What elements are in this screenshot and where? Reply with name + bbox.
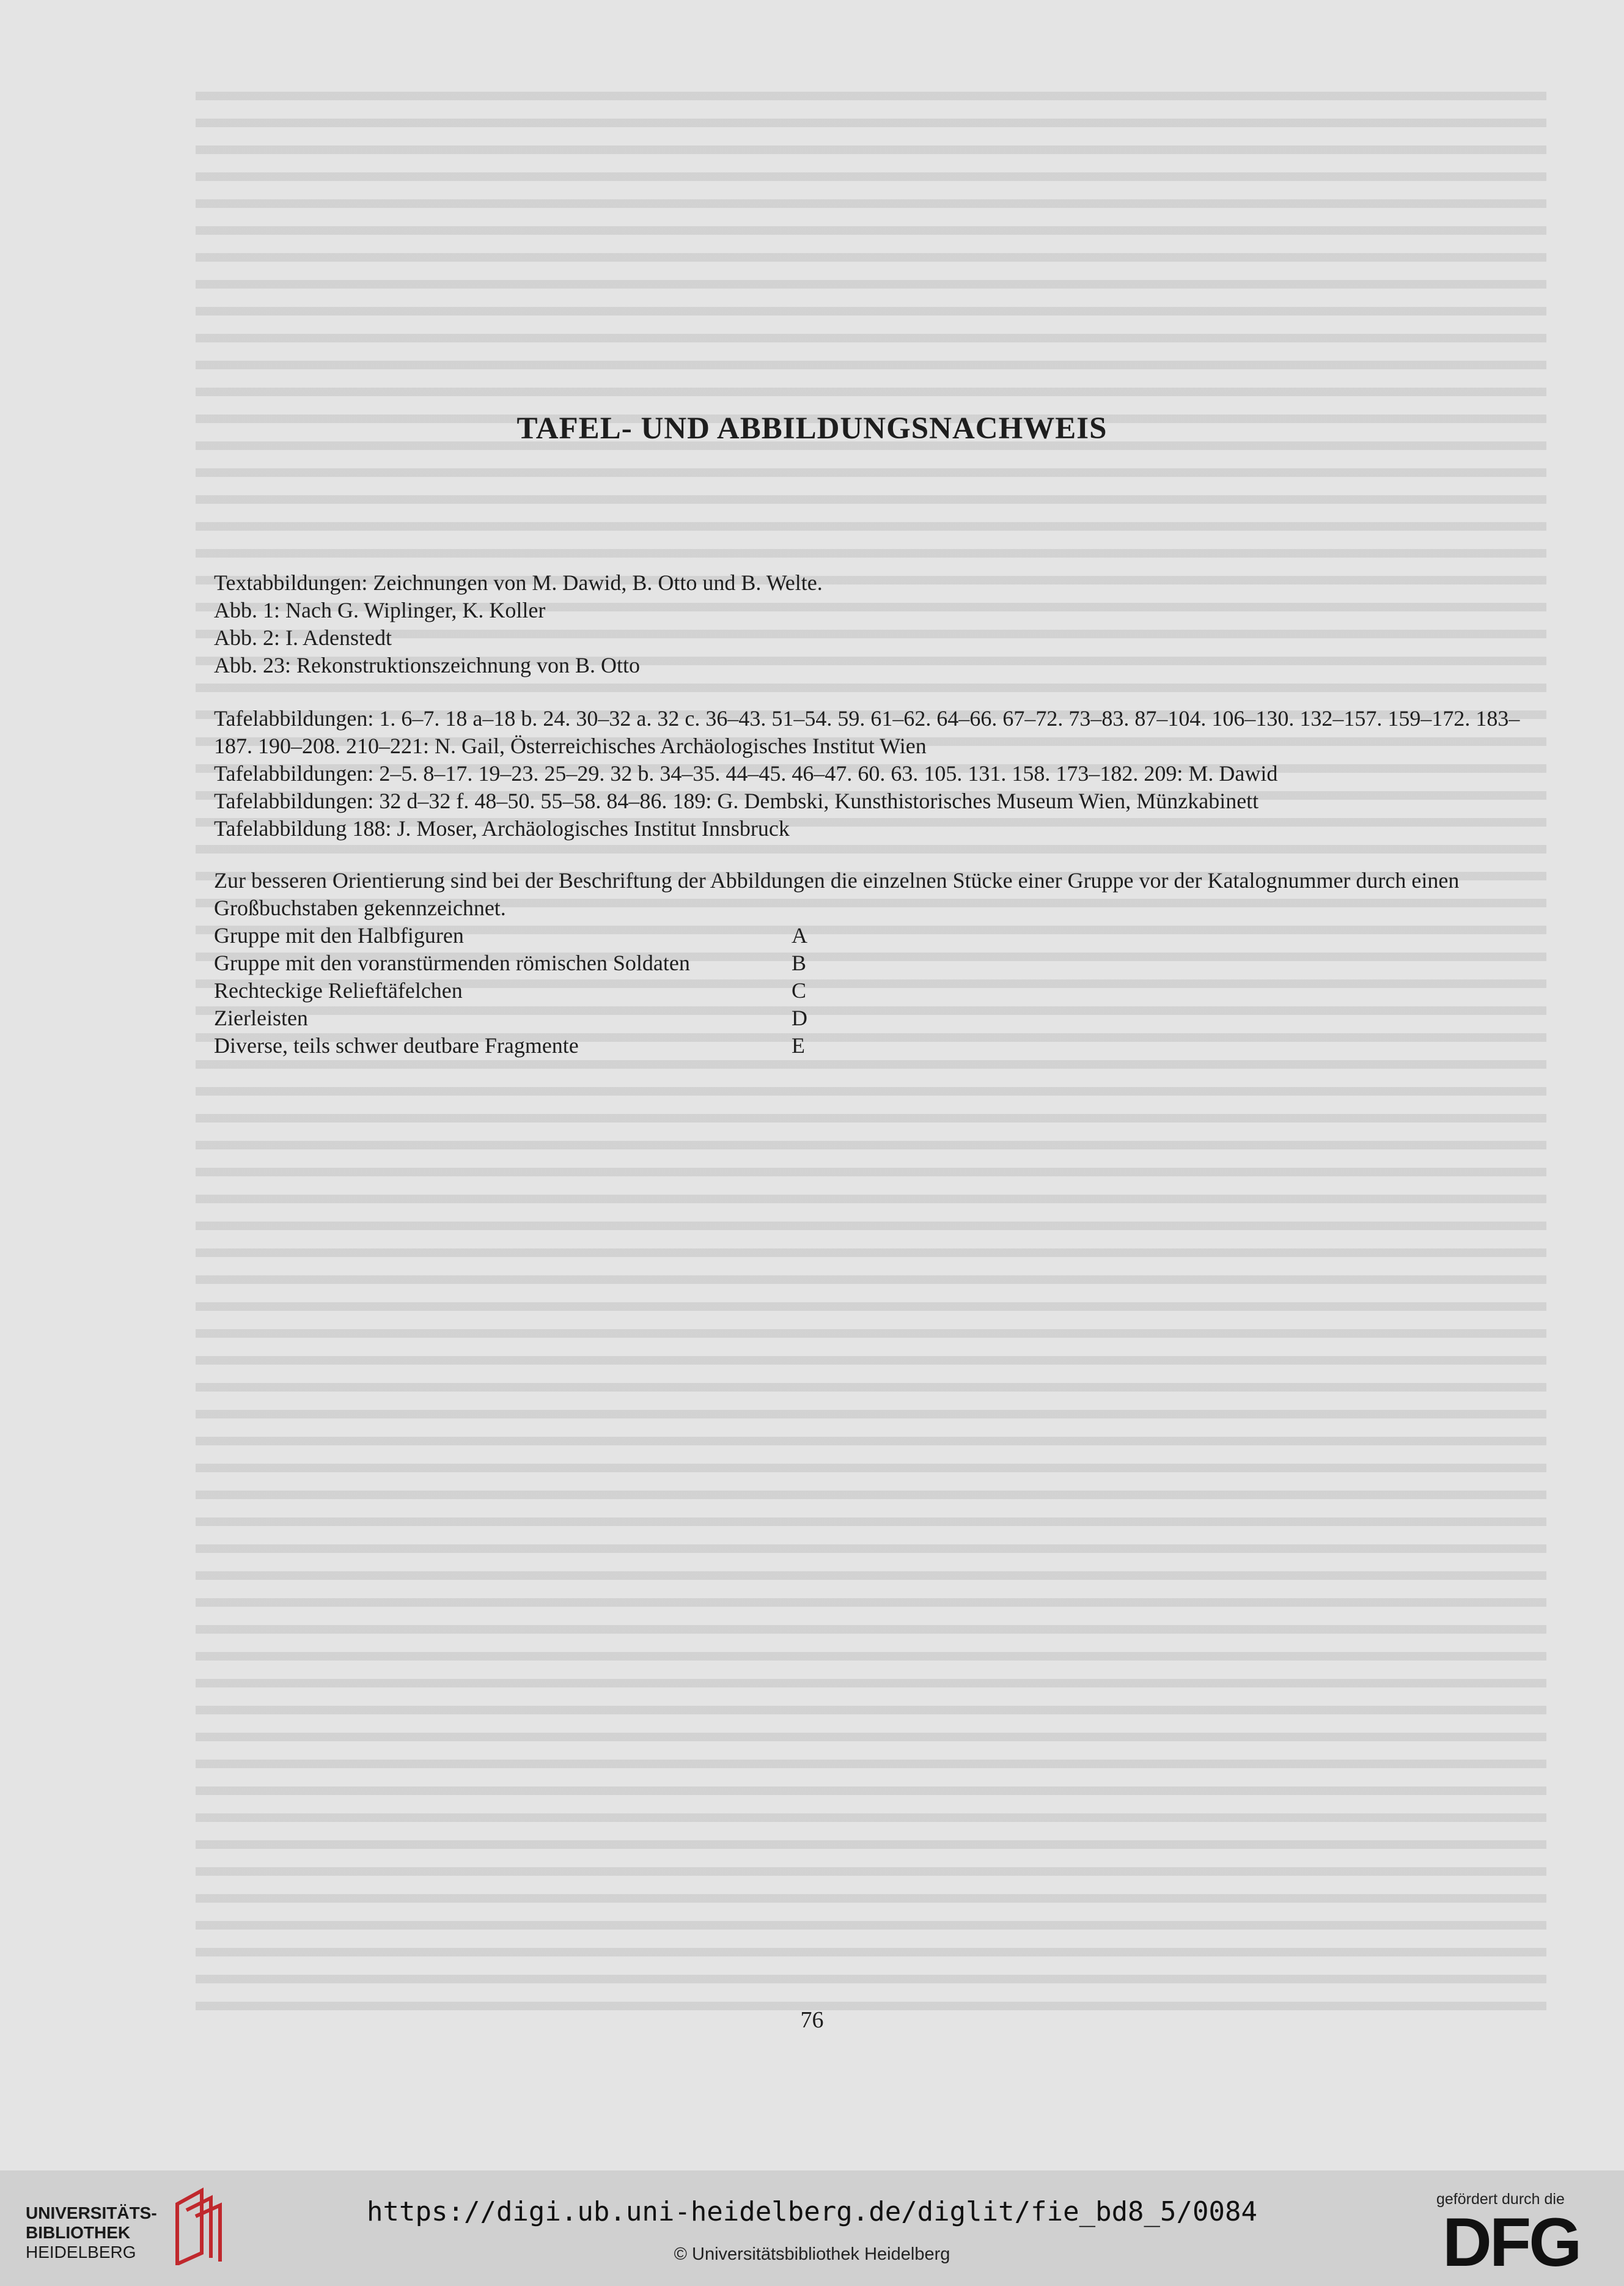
orientation-note: Zur besseren Orientierung sind bei der Beschriftung der Abbildungen die einzelnen Stücke einer Gruppe vor der Katalognummer durch einen Großbuchstaben gekennzeichnet. bbox=[214, 868, 1460, 920]
copyright-notice: © Universitätsbibliothek Heidelberg bbox=[674, 2244, 950, 2264]
group-letter: D bbox=[792, 1006, 807, 1030]
group-list bbox=[214, 922, 807, 1060]
list-item bbox=[214, 977, 807, 1005]
list-item bbox=[214, 1032, 807, 1060]
viewer-footer bbox=[0, 2170, 1624, 2286]
group-name: Gruppe mit den voranstürmenden römischen Soldaten bbox=[214, 951, 690, 975]
group-name: Zierleisten bbox=[214, 1006, 308, 1030]
group-letter: C bbox=[792, 978, 807, 1003]
credit-line: Tafelabbildungen: 1. 6–7. 18 a–18 b. 24. 30–32 a. 32 c. 36–43. 51–54. 59. 61–62. 64–66. 67–72. 73–83. 87–104. 106–130. 132–157. 159–172. 183–187. 190–208. 210–221: N. Gail, Österreichisches Archäologisches Institut Wien bbox=[214, 706, 1520, 758]
credit-line: Abb. 1: Nach G. Wiplinger, K. Koller bbox=[214, 598, 546, 622]
group-letter: B bbox=[792, 951, 807, 975]
list-item bbox=[214, 922, 807, 949]
page-number: 76 bbox=[800, 2007, 824, 2033]
credit-line: Abb. 23: Rekonstruktionszeichnung von B. Otto bbox=[214, 653, 640, 677]
credit-line: Tafelabbildung 188: J. Moser, Archäologisches Institut Innsbruck bbox=[214, 816, 790, 841]
dfg-logo: DFG bbox=[1442, 2204, 1580, 2280]
page-title: TAFEL- UND ABBILDUNGSNACHWEIS bbox=[516, 411, 1108, 446]
library-name-line: HEIDELBERG bbox=[26, 2243, 136, 2262]
group-name: Gruppe mit den Halbfiguren bbox=[214, 923, 464, 948]
credit-line: Tafelabbildungen: 2–5. 8–17. 19–23. 25–29. 32 b. 34–35. 44–45. 46–47. 60. 63. 105. 131. 158. 173–182. 209: M. Dawid bbox=[214, 761, 1278, 786]
credit-line: Textabbildungen: Zeichnungen von M. Dawid, B. Otto und B. Welte. bbox=[214, 570, 823, 595]
list-item bbox=[214, 1005, 807, 1032]
group-letter: A bbox=[792, 923, 807, 948]
group-name: Rechteckige Relieftäfelchen bbox=[214, 978, 463, 1003]
library-name-line: UNIVERSITÄTS- bbox=[26, 2203, 157, 2222]
group-letter: E bbox=[792, 1033, 805, 1058]
funding-note: gefördert durch die bbox=[1436, 2191, 1565, 2208]
credit-line: Abb. 2: I. Adenstedt bbox=[214, 625, 392, 650]
credit-line: Tafelabbildungen: 32 d–32 f. 48–50. 55–58. 84–86. 189: G. Dembski, Kunsthistorisches Museum Wien, Münzkabinett bbox=[214, 789, 1259, 813]
text-figure-credits bbox=[214, 569, 1552, 679]
permalink-url[interactable]: https://digi.ub.uni-heidelberg.de/diglit/fie_bd8_5/0084 bbox=[367, 2196, 1257, 2227]
list-item bbox=[214, 949, 807, 977]
plate-credits bbox=[214, 705, 1552, 843]
group-name: Diverse, teils schwer deutbare Fragmente bbox=[214, 1033, 579, 1058]
library-name-line: BIBLIOTHEK bbox=[26, 2223, 131, 2242]
